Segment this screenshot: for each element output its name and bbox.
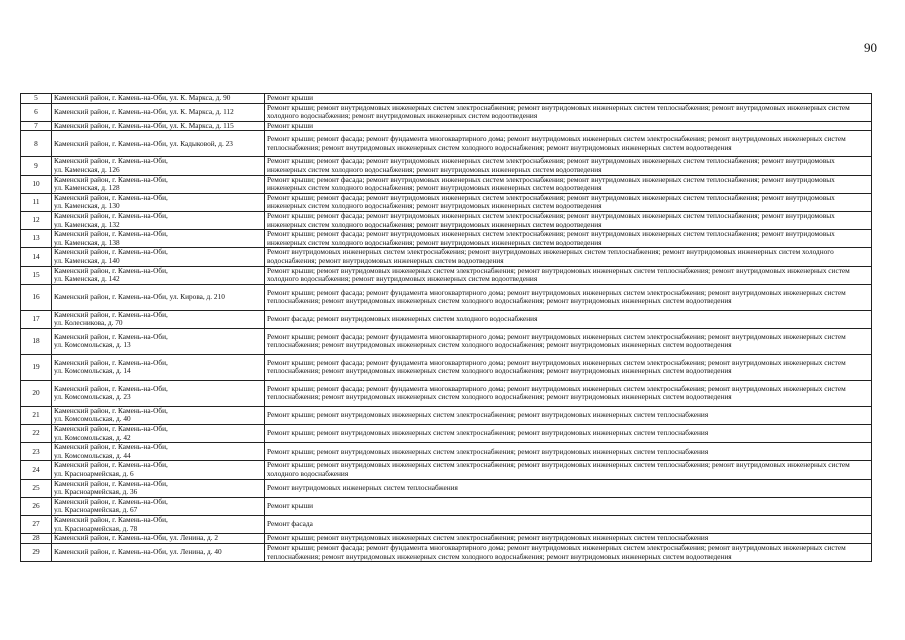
table-row [21, 406, 872, 424]
table-row [21, 443, 872, 461]
row-works: Ремонт крыши [265, 121, 872, 131]
table-row [21, 284, 872, 310]
table-row [21, 94, 872, 104]
row-number: 9 [21, 157, 52, 175]
row-number: 18 [21, 328, 52, 354]
row-address: Каменский район, г. Камень-на-Оби, ул. Красноармейская, д. 36 [52, 479, 265, 497]
table-row [21, 103, 872, 121]
row-works: Ремонт внутридомовых инженерных систем электроснабжения; ремонт внутридомовых инженерных систем теплоснабжения; ремонт внутридомовых инженерных систем холодного водоснабжения; ремонт внутридомовых инженерных систем водоотведения [265, 248, 872, 266]
row-works: Ремонт крыши; ремонт внутридомовых инженерных систем электроснабжения; ремонт внутридомовых инженерных систем теплоснабжения [265, 443, 872, 461]
row-works: Ремонт крыши; ремонт фасада; ремонт фундамента многоквартирного дома; ремонт внутридомовых инженерных систем электроснабжения; ремонт внутридомовых инженерных систем теплоснабжения; ремонт внутридомовых инженерных систем холодного водоснабжения; ремонт внутридомовых инженерных систем водоотведения [265, 544, 872, 562]
row-address: Каменский район, г. Камень-на-Оби, ул. Ленина, д. 40 [52, 544, 265, 562]
row-number: 11 [21, 193, 52, 211]
row-works: Ремонт крыши; ремонт фасада; ремонт фундамента многоквартирного дома; ремонт внутридомовых инженерных систем электроснабжения; ремонт внутридомовых инженерных систем теплоснабжения; ремонт внутридомовых инженерных систем холодного водоснабжения; ремонт внутридомовых инженерных систем водоотведения [265, 284, 872, 310]
table-row [21, 479, 872, 497]
row-works: Ремонт крыши; ремонт фасада; ремонт фундамента многоквартирного дома; ремонт внутридомовых инженерных систем электроснабжения; ремонт внутридомовых инженерных систем теплоснабжения; ремонт внутридомовых инженерных систем холодного водоснабжения; ремонт внутридомовых инженерных систем водоотведения [265, 328, 872, 354]
row-works: Ремонт крыши; ремонт фасада; ремонт внутридомовых инженерных систем электроснабжения; ремонт внутридомовых инженерных систем теплоснабжения; ремонт внутридомовых инженерных систем холодного водоснабжения; ремонт внутридомовых инженерных систем водоотведения [265, 193, 872, 211]
table-row [21, 175, 872, 193]
table-row [21, 534, 872, 544]
row-address: Каменский район, г. Камень-на-Оби, ул. Комсомольская, д. 14 [52, 354, 265, 380]
row-address: Каменский район, г. Камень-на-Оби, ул. Ленина, д. 2 [52, 534, 265, 544]
table-row [21, 425, 872, 443]
table-row [21, 461, 872, 479]
row-address: Каменский район, г. Камень-на-Оби, ул. Колесникова, д. 70 [52, 310, 265, 328]
row-address: Каменский район, г. Камень-на-Оби, ул. Красноармейская, д. 6 [52, 461, 265, 479]
table-row [21, 121, 872, 131]
row-works: Ремонт крыши; ремонт фасада; ремонт фундамента многоквартирного дома; ремонт внутридомовых инженерных систем электроснабжения; ремонт внутридомовых инженерных систем теплоснабжения; ремонт внутридомовых инженерных систем холодного водоснабжения; ремонт внутридомовых инженерных систем водоотведения [265, 354, 872, 380]
row-address: Каменский район, г. Камень-на-Оби, ул. Комсомольская, д. 44 [52, 443, 265, 461]
table-row [21, 516, 872, 534]
row-number: 12 [21, 211, 52, 229]
row-works: Ремонт крыши; ремонт фасада; ремонт фундамента многоквартирного дома; ремонт внутридомовых инженерных систем электроснабжения; ремонт внутридомовых инженерных систем теплоснабжения; ремонт внутридомовых инженерных систем холодного водоснабжения; ремонт внутридомовых инженерных систем водоотведения [265, 380, 872, 406]
row-number: 16 [21, 284, 52, 310]
row-address: Каменский район, г. Камень-на-Оби, ул. Каменская, д. 140 [52, 248, 265, 266]
row-address: Каменский район, г. Камень-на-Оби, ул. Комсомольская, д. 42 [52, 425, 265, 443]
row-works: Ремонт крыши; ремонт фасада; ремонт внутридомовых инженерных систем электроснабжения; ремонт внутридомовых инженерных систем теплоснабжения; ремонт внутридомовых инженерных систем холодного водоснабжения; ремонт внутридомовых инженерных систем водоотведения [265, 211, 872, 229]
row-works: Ремонт фасада; ремонт внутридомовых инженерных систем холодного водоснабжения [265, 310, 872, 328]
row-number: 25 [21, 479, 52, 497]
row-works: Ремонт крыши; ремонт внутридомовых инженерных систем электроснабжения; ремонт внутридомовых инженерных систем теплоснабжения [265, 534, 872, 544]
row-number: 21 [21, 406, 52, 424]
table-row [21, 157, 872, 175]
table-row [21, 497, 872, 515]
row-number: 10 [21, 175, 52, 193]
row-address: Каменский район, г. Камень-на-Оби, ул. Комсомольская, д. 13 [52, 328, 265, 354]
row-address: Каменский район, г. Камень-на-Оби, ул. Красноармейская, д. 67 [52, 497, 265, 515]
table-row [21, 544, 872, 562]
row-works: Ремонт крыши; ремонт внутридомовых инженерных систем электроснабжения; ремонт внутридомовых инженерных систем теплоснабжения [265, 425, 872, 443]
table-row [21, 310, 872, 328]
table-row [21, 211, 872, 229]
row-works: Ремонт крыши; ремонт фасада; ремонт фундамента многоквартирного дома; ремонт внутридомовых инженерных систем электроснабжения; ремонт внутридомовых инженерных систем теплоснабжения; ремонт внутридомовых инженерных систем холодного водоснабжения; ремонт внутридомовых инженерных систем водоотведения [265, 131, 872, 157]
row-works: Ремонт крыши; ремонт фасада; ремонт внутридомовых инженерных систем электроснабжения; ремонт внутридомовых инженерных систем теплоснабжения; ремонт внутридомовых инженерных систем холодного водоснабжения; ремонт внутридомовых инженерных систем водоотведения [265, 175, 872, 193]
row-address: Каменский район, г. Камень-на-Оби, ул. К. Маркса, д. 90 [52, 94, 265, 104]
row-number: 15 [21, 266, 52, 284]
row-address: Каменский район, г. Камень-на-Оби, ул. Комсомольская, д. 40 [52, 406, 265, 424]
table-row [21, 328, 872, 354]
row-address: Каменский район, г. Камень-на-Оби, ул. Каменская, д. 132 [52, 211, 265, 229]
row-number: 27 [21, 516, 52, 534]
row-address: Каменский район, г. Камень-на-Оби, ул. Комсомольская, д. 23 [52, 380, 265, 406]
row-number: 13 [21, 230, 52, 248]
row-number: 20 [21, 380, 52, 406]
row-address: Каменский район, г. Камень-на-Оби, ул. Кирова, д. 210 [52, 284, 265, 310]
row-works: Ремонт крыши; ремонт фасада; ремонт внутридомовых инженерных систем электроснабжения; ремонт внутридомовых инженерных систем теплоснабжения; ремонт внутридомовых инженерных систем холодного водоснабжения; ремонт внутридомовых инженерных систем водоотведения [265, 230, 872, 248]
table-row [21, 380, 872, 406]
row-number: 17 [21, 310, 52, 328]
row-address: Каменский район, г. Камень-на-Оби, ул. Каменская, д. 142 [52, 266, 265, 284]
row-address: Каменский район, г. Камень-на-Оби, ул. Каменская, д. 138 [52, 230, 265, 248]
table-row [21, 230, 872, 248]
row-works: Ремонт фасада [265, 516, 872, 534]
table-row [21, 248, 872, 266]
table-row [21, 354, 872, 380]
row-works: Ремонт крыши [265, 94, 872, 104]
row-works: Ремонт внутридомовых инженерных систем теплоснабжения [265, 479, 872, 497]
row-number: 29 [21, 544, 52, 562]
row-address: Каменский район, г. Камень-на-Оби, ул. К. Маркса, д. 112 [52, 103, 265, 121]
row-address: Каменский район, г. Камень-на-Оби, ул. Кадыковой, д. 23 [52, 131, 265, 157]
row-address: Каменский район, г. Камень-на-Оби, ул. Каменская, д. 126 [52, 157, 265, 175]
row-address: Каменский район, г. Камень-на-Оби, ул. Каменская, д. 130 [52, 193, 265, 211]
row-works: Ремонт крыши; ремонт внутридомовых инженерных систем электроснабжения; ремонт внутридомовых инженерных систем теплоснабжения [265, 406, 872, 424]
page-number: 90 [864, 40, 877, 55]
row-address: Каменский район, г. Камень-на-Оби, ул. К. Маркса, д. 115 [52, 121, 265, 131]
row-works: Ремонт крыши; ремонт внутридомовых инженерных систем электроснабжения; ремонт внутридомовых инженерных систем теплоснабжения; ремонт внутридомовых инженерных систем холодного водоснабжения [265, 461, 872, 479]
repair-works-table [20, 93, 872, 562]
table-row [21, 266, 872, 284]
row-works: Ремонт крыши [265, 497, 872, 515]
row-number: 7 [21, 121, 52, 131]
row-works: Ремонт крыши; ремонт внутридомовых инженерных систем электроснабжения; ремонт внутридомовых инженерных систем теплоснабжения; ремонт внутридомовых инженерных систем холодного водоснабжения; ремонт внутридомовых инженерных систем водоотведения [265, 266, 872, 284]
table-row [21, 131, 872, 157]
table-row [21, 193, 872, 211]
row-number: 22 [21, 425, 52, 443]
row-address: Каменский район, г. Камень-на-Оби, ул. Каменская, д. 128 [52, 175, 265, 193]
row-number: 14 [21, 248, 52, 266]
row-number: 19 [21, 354, 52, 380]
row-works: Ремонт крыши; ремонт фасада; ремонт внутридомовых инженерных систем электроснабжения; ремонт внутридомовых инженерных систем теплоснабжения; ремонт внутридомовых инженерных систем холодного водоснабжения; ремонт внутридомовых инженерных систем водоотведения [265, 157, 872, 175]
row-number: 6 [21, 103, 52, 121]
row-works: Ремонт крыши; ремонт внутридомовых инженерных систем электроснабжения; ремонт внутридомовых инженерных систем теплоснабжения; ремонт внутридомовых инженерных систем холодного водоснабжения; ремонт внутридомовых инженерных систем водоотведения [265, 103, 872, 121]
row-number: 24 [21, 461, 52, 479]
row-number: 28 [21, 534, 52, 544]
row-number: 8 [21, 131, 52, 157]
row-number: 5 [21, 94, 52, 104]
row-number: 26 [21, 497, 52, 515]
row-address: Каменский район, г. Камень-на-Оби, ул. Красноармейская, д. 78 [52, 516, 265, 534]
row-number: 23 [21, 443, 52, 461]
